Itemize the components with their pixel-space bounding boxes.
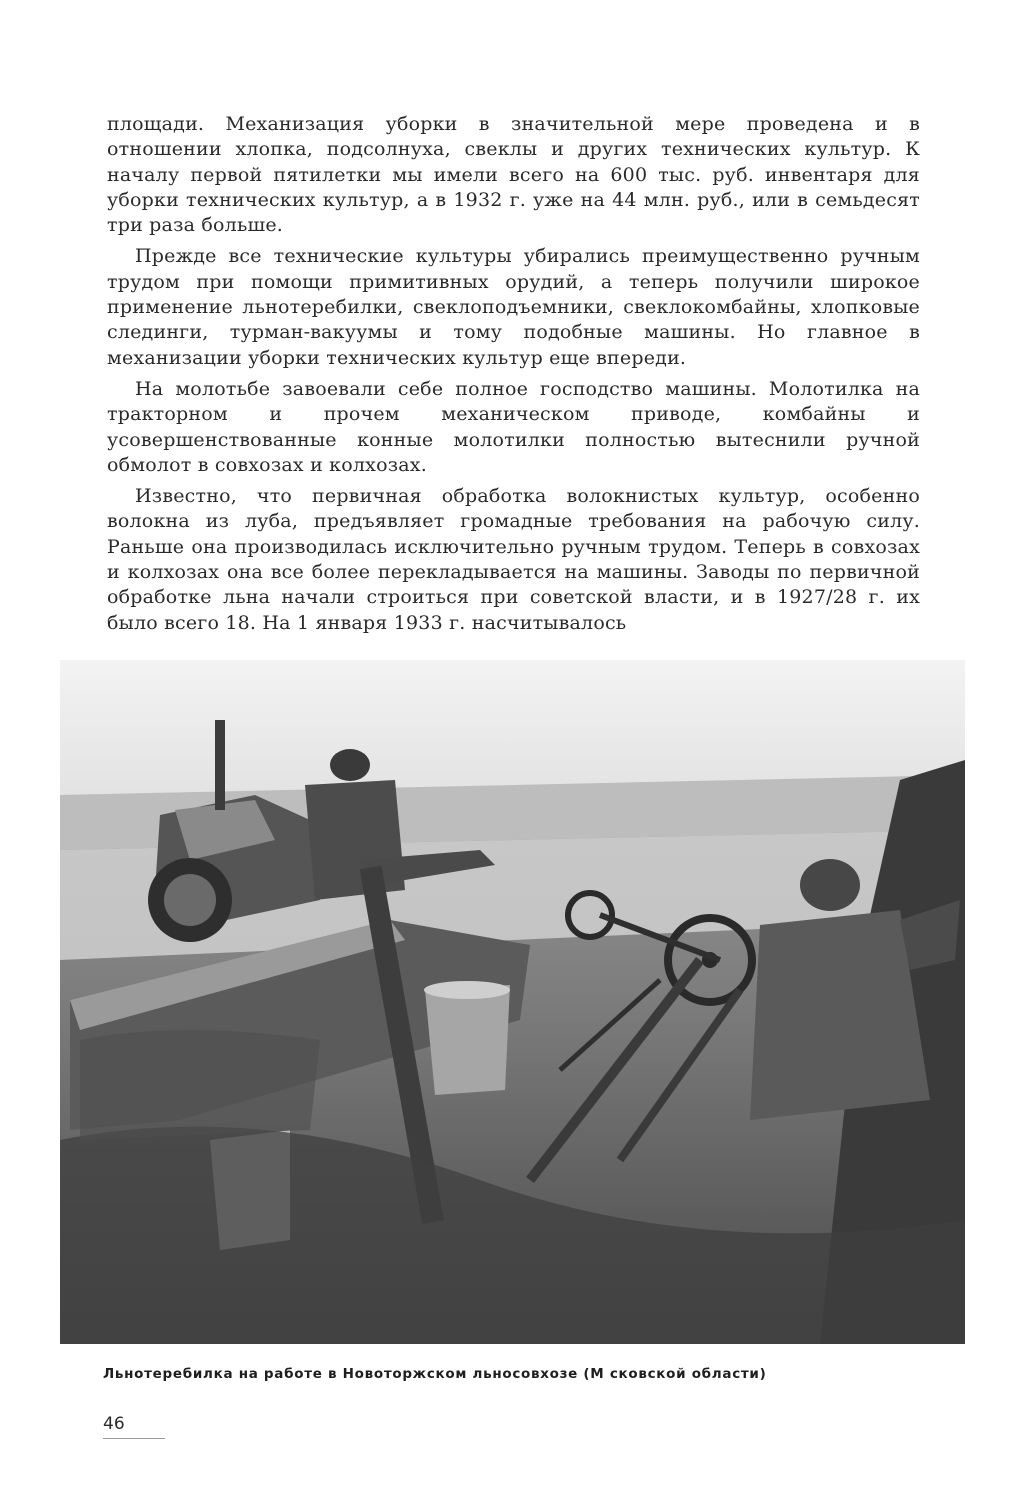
page-number: 46 <box>103 1414 125 1434</box>
photo-caption: Льнотеребилка на работе в Новоторжском льносовхозе (М сковской области) <box>103 1366 767 1382</box>
paragraph-3: На молотьбе завоевали себе полное господство машины. Молотилка на тракторном и прочем механическом приводе, комбайны и усовершенствованные конные молотилки полностью вытеснили ручной обмолот в совхозах и колхозах. <box>107 377 920 476</box>
page-number-rule <box>103 1438 165 1439</box>
photo-flax-puller-tractor <box>60 660 965 1344</box>
body-text <box>107 112 920 642</box>
paragraph-1: площади. Механизация уборки в значительной мере проведена и в отношении хлопка, подсолнуха, свеклы и других технических культур. К началу первой пятилетки мы имели всего на 600 тыс. руб. инвентаря для уборки технических культур, а в 1932 г. уже на 44 млн. руб., или в семьдесят три раза больше. <box>107 113 920 237</box>
paragraph-2: Прежде все технические культуры убирались преимущественно ручным трудом при помощи примитивных орудий, а теперь получили широкое применение льнотеребилки, свеклоподъемники, свеклокомбайны, хлопковые слединги, турман-вакуумы и тому подобные машины. Но главное в механизации уборки технических культур еще впереди. <box>107 245 920 369</box>
paragraph-4: Известно, что первичная обработка волокнистых культур, особенно волокна из луба, предъявляет громадные требования на рабочую силу. Раньше она производилась исключительно ручным трудом. Теперь в совхозах и колхозах она все более перекладывается на машины. Заводы по первичной обработке льна начали строиться при советской власти, и в 1927/28 г. их было всего 18. На 1 января 1933 г. насчитывалось <box>107 485 920 634</box>
